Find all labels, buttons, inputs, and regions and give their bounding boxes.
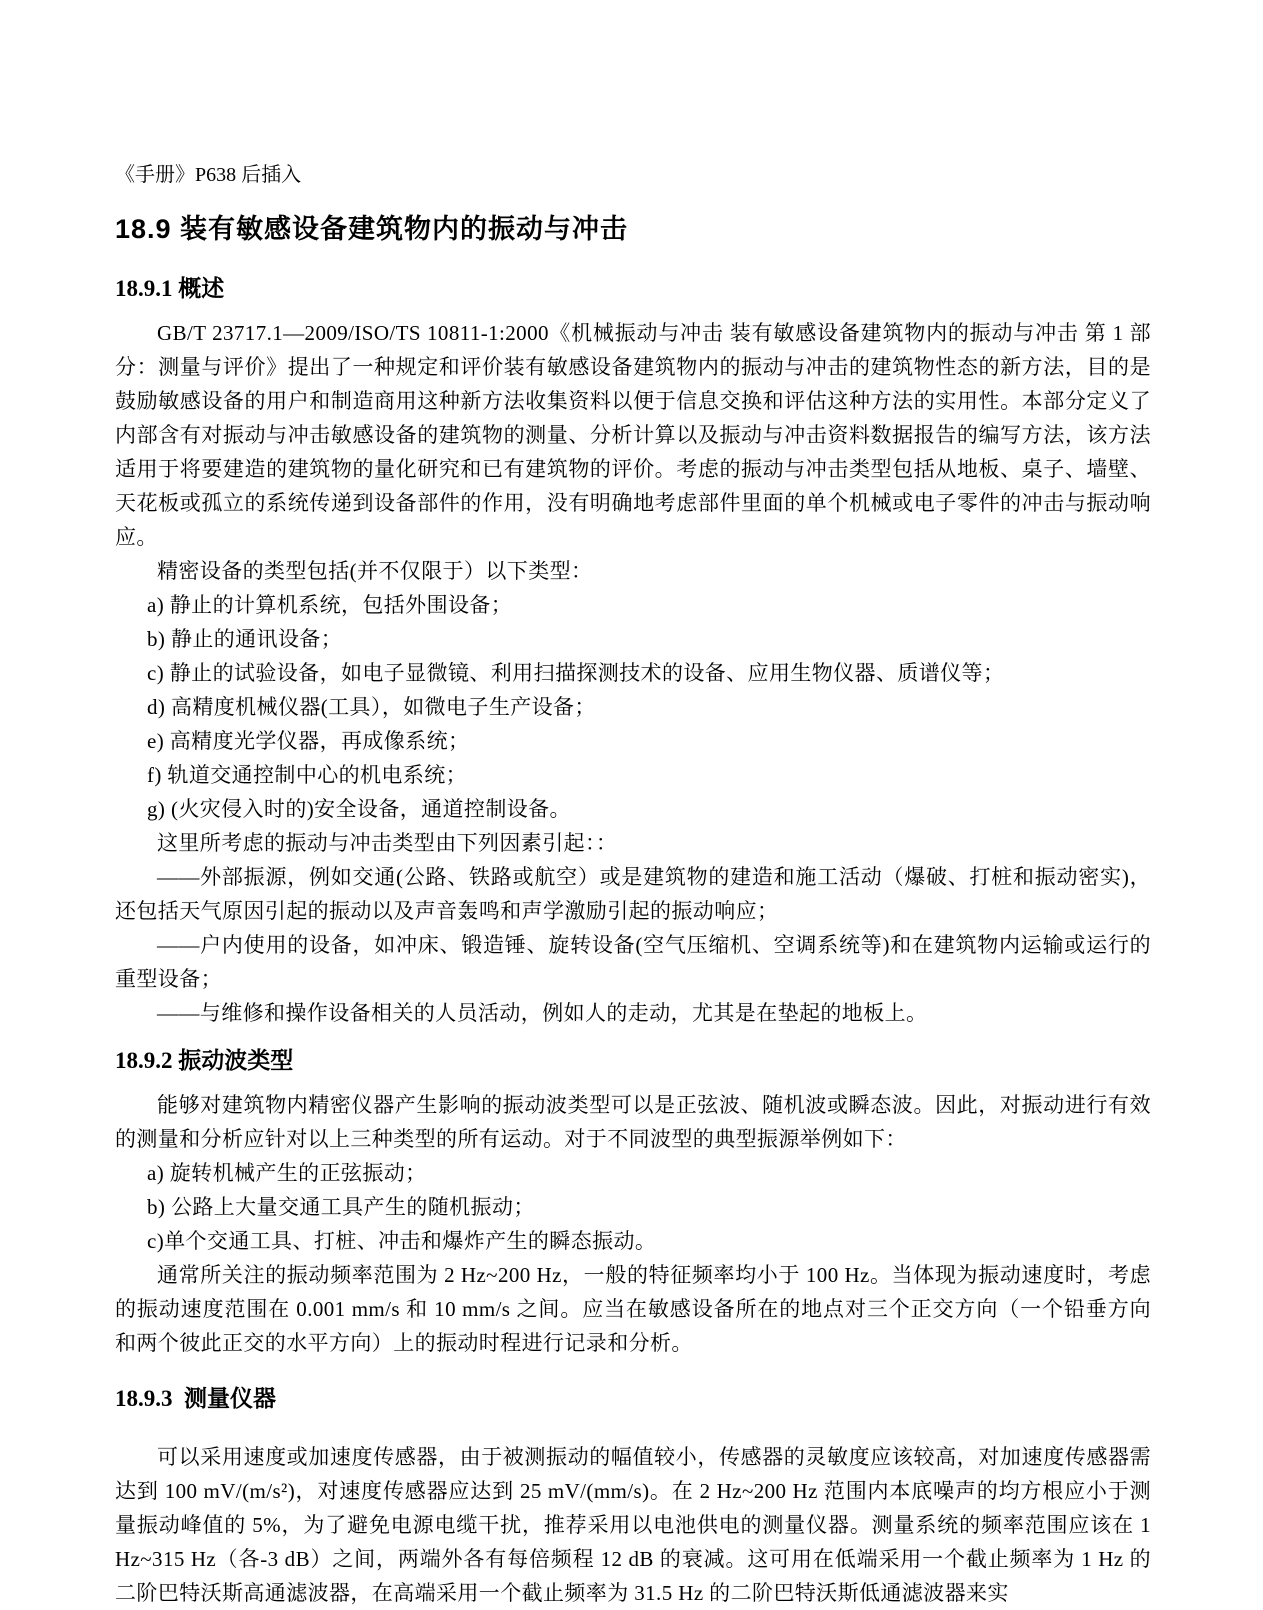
- list-item-equipment-c: c) 静止的试验设备，如电子显微镜、利用扫描探测技术的设备、应用生物仪器、质谱仪等；: [147, 661, 1005, 685]
- list-item-wave-b: b) 公路上大量交通工具产生的随机振动；: [147, 1195, 535, 1219]
- list-item-wave-c: c)单个交通工具、打桩、冲击和爆炸产生的瞬态振动。: [147, 1229, 657, 1253]
- paragraph-cause-personnel-activity: ——与维修和操作设备相关的人员活动，例如人的走动，尤其是在垫起的地板上。: [157, 1001, 928, 1025]
- chapter-heading-18-9: 18.9 装有敏感设备建筑物内的振动与冲击: [115, 214, 629, 244]
- list-item-equipment-e: e) 高精度光学仪器，再成像系统；: [147, 729, 470, 753]
- list-item-equipment-f: f) 轨道交通控制中心的机电系统；: [147, 763, 468, 787]
- list-item-equipment-a: a) 静止的计算机系统，包括外围设备；: [147, 593, 513, 617]
- section-heading-18-9-2: 18.9.2 振动波类型: [115, 1048, 294, 1073]
- paragraph-wave-types-intro: 能够对建筑物内精密仪器产生影响的振动波类型可以是正弦波、随机波或瞬态波。因此，对振动进行有效的测量和分析应针对以上三种类型的所有运动。对于不同波型的典型振源举例如下：: [115, 1093, 1151, 1151]
- list-item-equipment-b: b) 静止的通讯设备；: [147, 627, 343, 651]
- list-item-equipment-g: g) (火灾侵入时的)安全设备，通道控制设备。: [147, 797, 571, 821]
- paragraph-equipment-types-intro: 精密设备的类型包括(并不仅限于）以下类型：: [157, 559, 593, 583]
- paragraph-measuring-instruments: 可以采用速度或加速度传感器，由于被测振动的幅值较小，传感器的灵敏度应该较高，对加速度传感器需达到 100 mV/(m/s²)，对速度传感器应达到 25 mV/(mm/s)。在 2 Hz~200 Hz 范围内本底噪声的均方根应小于测量振动峰值的 5%，为了避免电源电缆干扰，推荐采用以电池供电的测量仪器。测量系统的频率范围应该在 1 Hz~315 Hz（各-3 dB）之间，两端外各有每倍频程 12 dB 的衰减。这可用在低端采用一个截止频率为 1 Hz 的二阶巴特沃斯高通滤波器，在高端采用一个截止频率为 31.5 Hz 的二阶巴特沃斯低通滤波器来实: [115, 1445, 1151, 1605]
- insert-note: 《手册》P638 后插入: [115, 164, 302, 186]
- paragraph-overview: GB/T 23717.1—2009/ISO/TS 10811-1:2000《机械振动与冲击 装有敏感设备建筑物内的振动与冲击 第 1 部分：测量与评价》提出了一种规定和评价装有敏感设备建筑物内的振动与冲击的建筑物性态的新方法，目的是鼓励敏感设备的用户和制造商用这种新方法收集资料以便于信息交换和评估这种方法的实用性。本部分定义了内部含有对振动与冲击敏感设备的建筑物的测量、分析计算以及振动与冲击资料数据报告的编写方法，该方法适用于将要建造的建筑物的量化研究和已有建筑物的评价。考虑的振动与冲击类型包括从地板、桌子、墙壁、天花板或孤立的系统传递到设备部件的作用，没有明确地考虑部件里面的单个机械或电子零件的冲击与振动响应。: [115, 321, 1151, 549]
- paragraph-cause-indoor-equipment: ——户内使用的设备，如冲床、锻造锤、旋转设备(空气压缩机、空调系统等)和在建筑物内运输或运行的重型设备；: [115, 933, 1151, 991]
- paragraph-frequency-range: 通常所关注的振动频率范围为 2 Hz~200 Hz，一般的特征频率均小于 100 Hz。当体现为振动速度时，考虑的振动速度范围在 0.001 mm/s 和 10 mm/s 之间。应当在敏感设备所在的地点对三个正交方向（一个铅垂方向和两个彼此正交的水平方向）上的振动时程进行记录和分析。: [115, 1263, 1151, 1355]
- paragraph-causes-intro: 这里所考虑的振动与冲击类型由下列因素引起：：: [157, 831, 618, 855]
- list-item-equipment-d: d) 高精度机械仪器(工具），如微电子生产设备；: [147, 695, 596, 719]
- section-heading-18-9-3: 18.9.3 测量仪器: [115, 1386, 276, 1411]
- paragraph-cause-external-sources: ——外部振源，例如交通(公路、铁路或航空）或是建筑物的建造和施工活动（爆破、打桩和振动密实)，还包括天气原因引起的振动以及声音轰鸣和声学激励引起的振动响应；: [115, 865, 1151, 923]
- section-heading-18-9-1: 18.9.1 概述: [115, 276, 225, 301]
- list-item-wave-a: a) 旋转机械产生的正弦振动；: [147, 1161, 427, 1185]
